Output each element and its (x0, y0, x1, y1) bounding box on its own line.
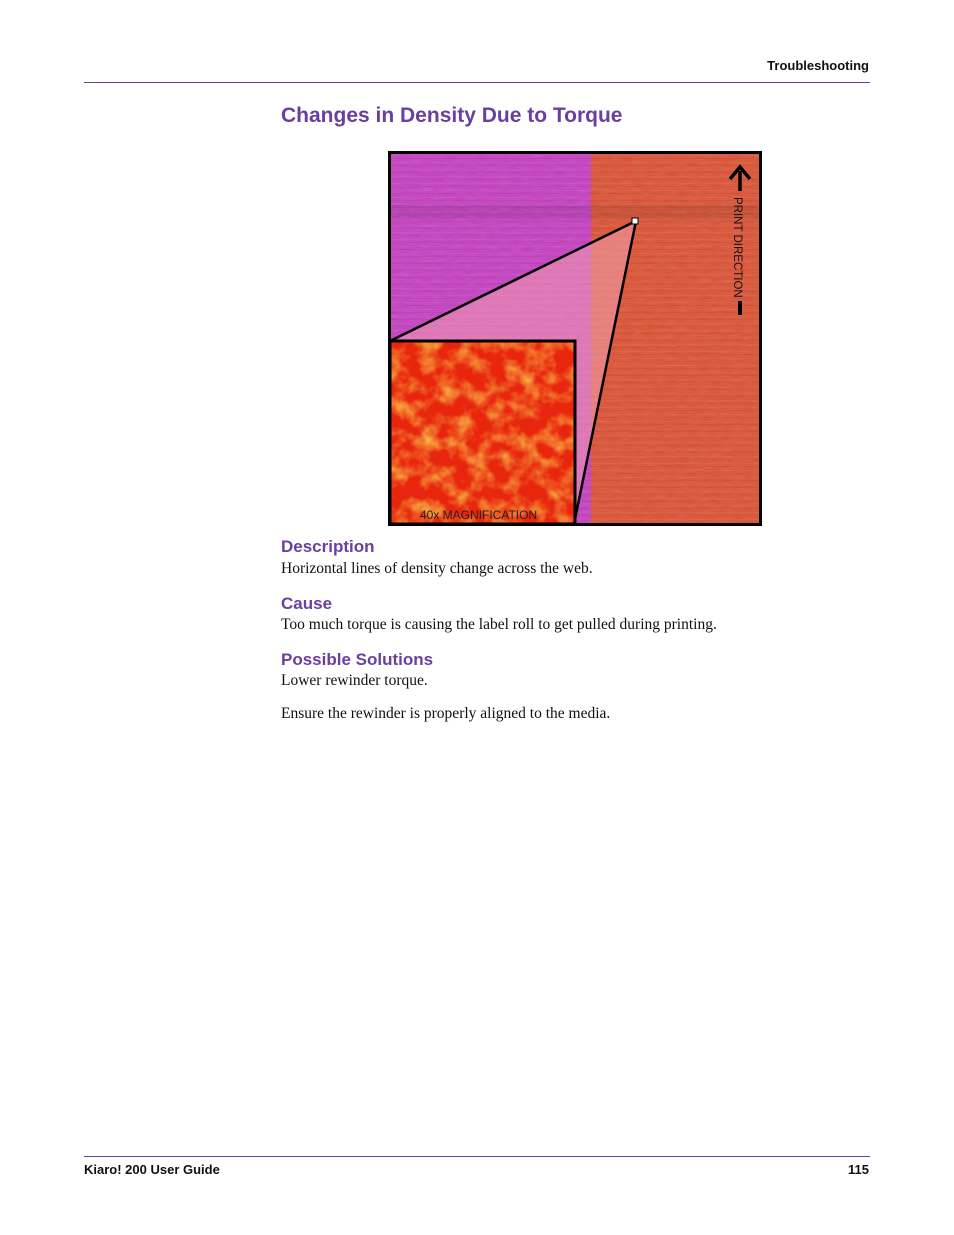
print-direction-label: PRINT DIRECTION (731, 197, 743, 298)
solutions-heading: Possible Solutions (281, 650, 434, 669)
running-header: Troubleshooting (767, 58, 869, 73)
page-number: 115 (848, 1162, 869, 1177)
guide-title: Kiaro! 200 User Guide (84, 1162, 220, 1177)
page-heading: Changes in Density Due to Torque (281, 104, 623, 127)
header-rule (84, 82, 870, 83)
density-figure (388, 151, 762, 526)
callout-source-marker (632, 218, 638, 224)
solution-item: Ensure the rewinder is properly aligned to the media. (281, 705, 611, 722)
solution-item: Lower rewinder torque. (281, 672, 428, 689)
description-heading: Description (281, 537, 375, 556)
footer-rule (84, 1156, 870, 1157)
cause-heading: Cause (281, 594, 333, 613)
magnification-label: 40x MAGNIFICATION (420, 508, 538, 522)
figure-svg (388, 151, 762, 526)
magnified-fibers (390, 341, 575, 524)
cause-text: Too much torque is causing the label roll to get pulled during printing. (281, 616, 717, 633)
description-text: Horizontal lines of density change across the web. (281, 560, 593, 577)
